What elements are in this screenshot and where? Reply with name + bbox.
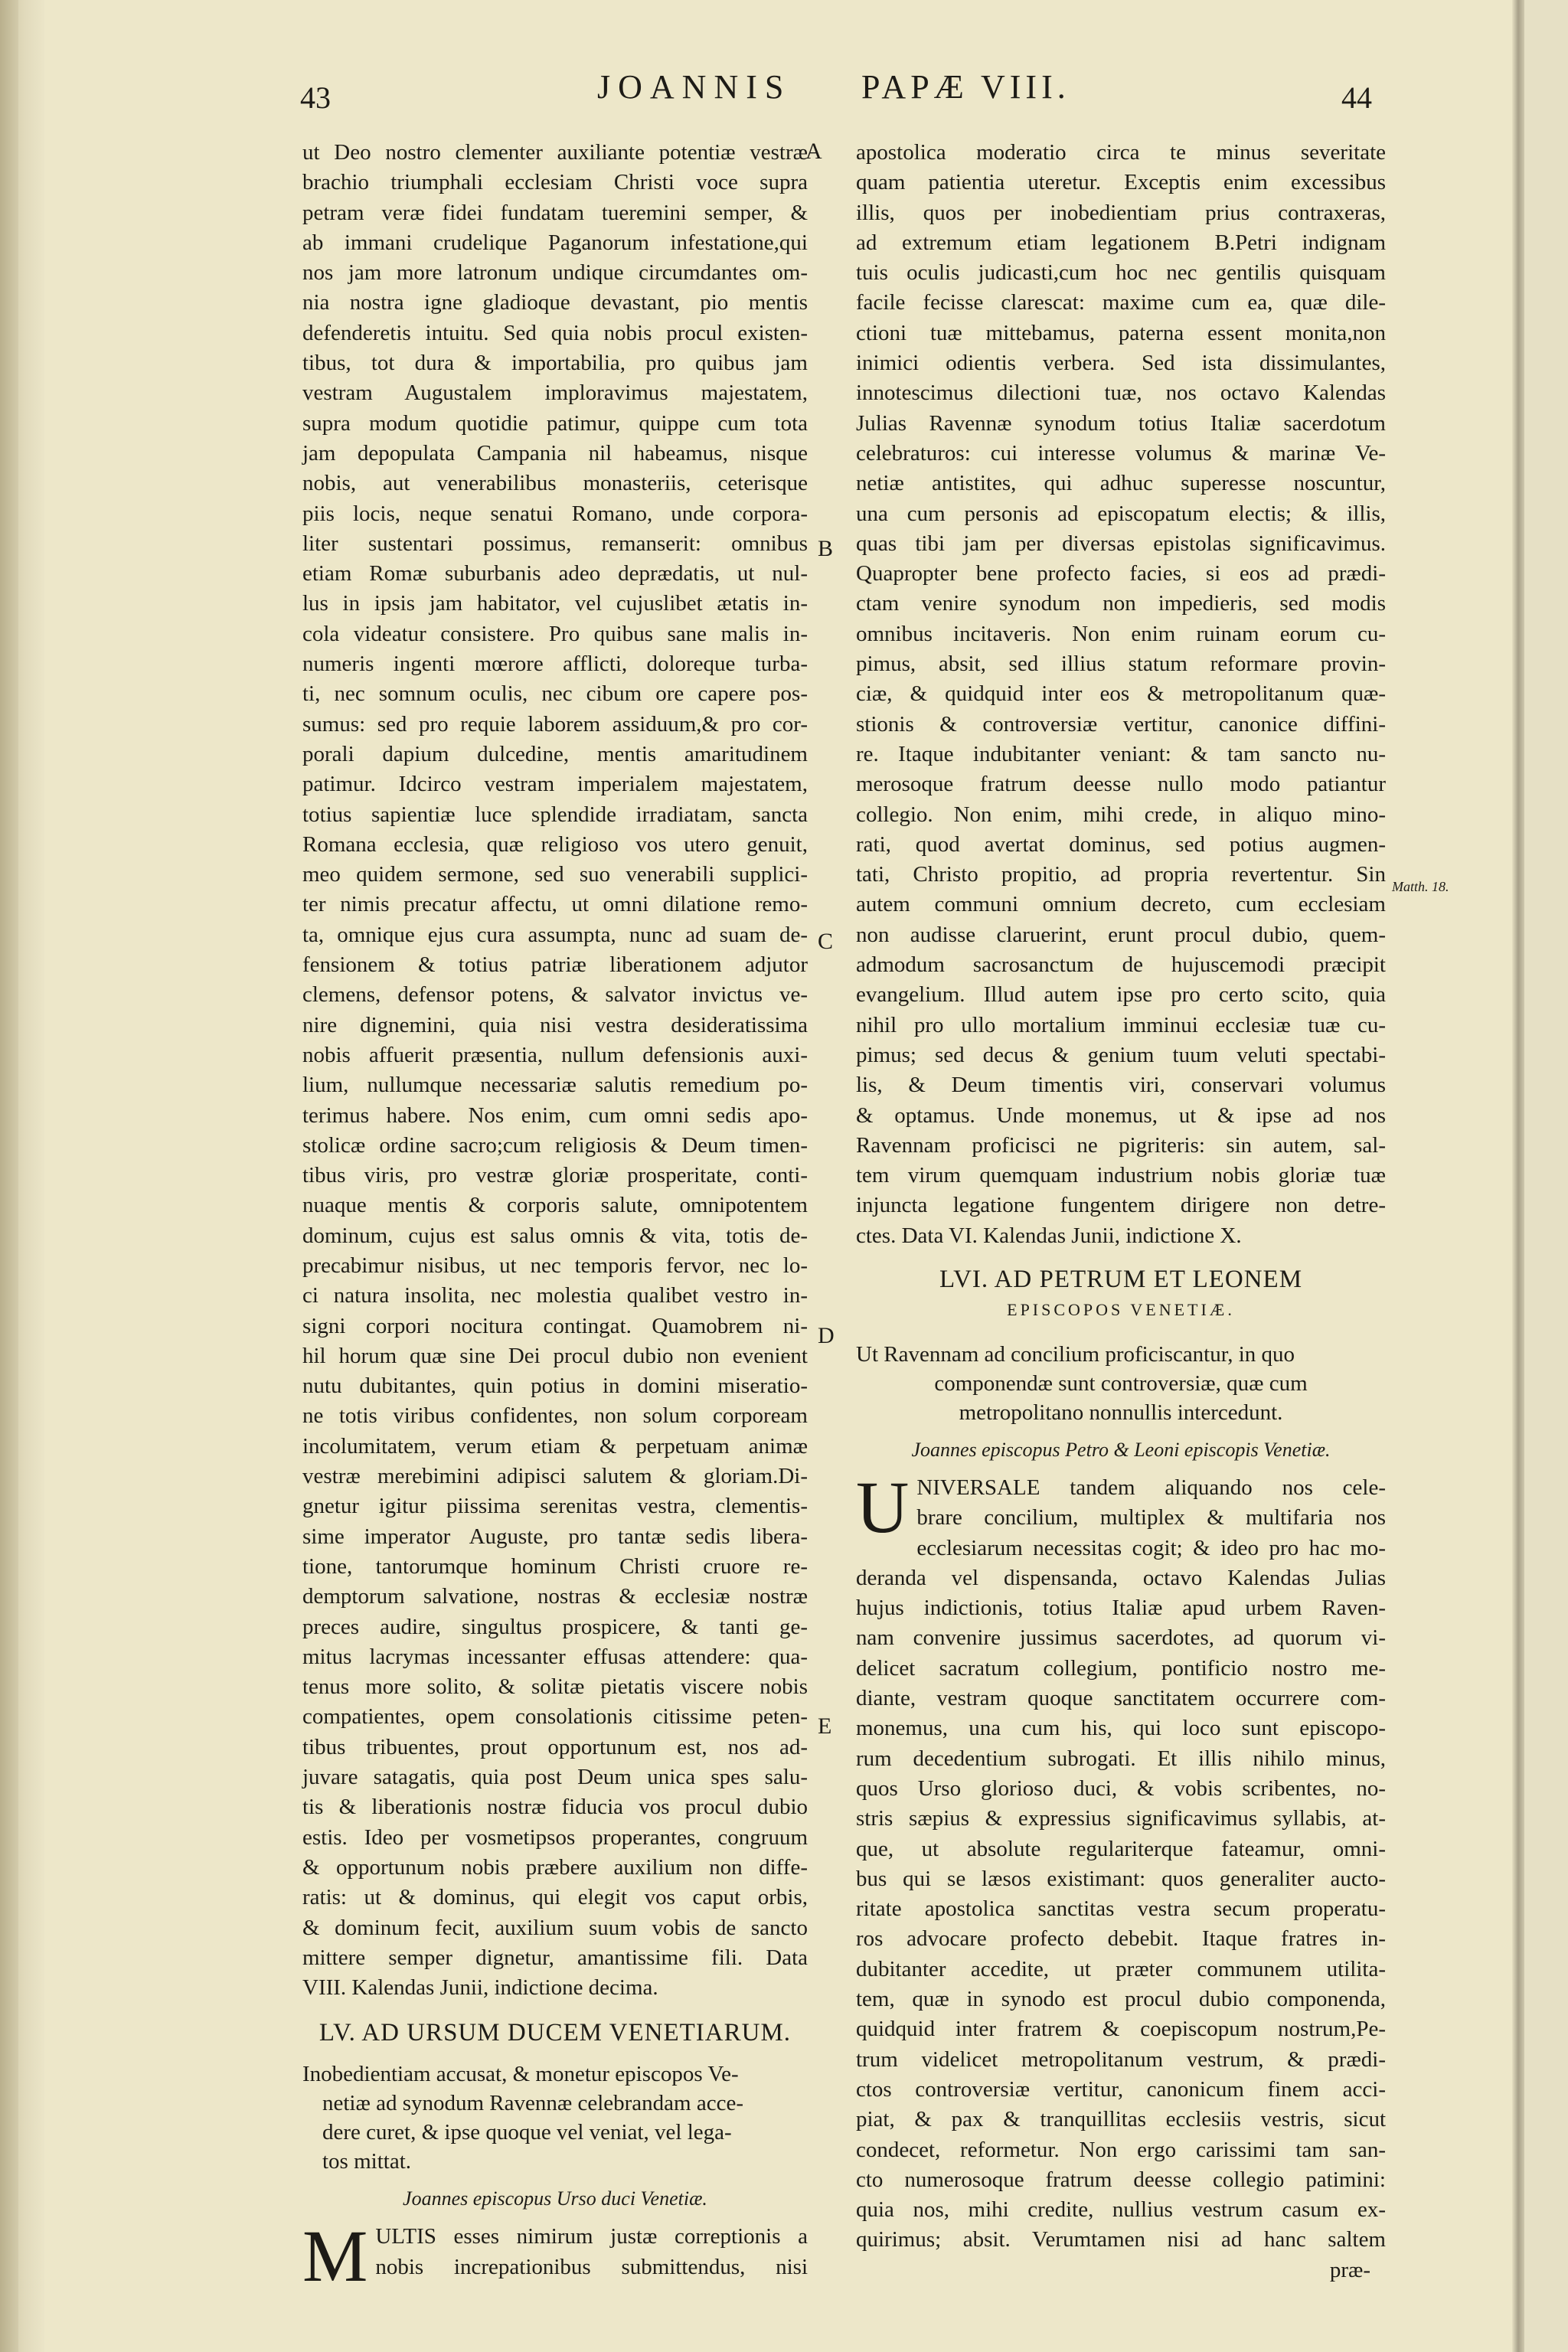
argument-line: dere curet, & ipse quoque vel veniat, vel lega- xyxy=(322,2120,732,2145)
text-line: preces audire, singultus prospicere, & tanti ge- xyxy=(302,1614,808,1639)
text-line: tenus more solito, & solitæ pietatis viscere nobis xyxy=(302,1674,808,1700)
text-line: brare concilium, multiplex & multifaria nos xyxy=(916,1505,1386,1530)
text-line: Julias Ravennæ synodum totius Italiæ sacerdotum xyxy=(856,410,1386,436)
column-marker-c: C xyxy=(818,929,834,954)
text-line: gnetur igitur piissima serenitas vestra, clementis- xyxy=(302,1494,808,1519)
text-line: innotescimus dilectioni tuæ, nos octavo Kalendas xyxy=(856,381,1386,406)
text-line: que, ut absolute regulariterque fateamur, omni- xyxy=(856,1836,1386,1861)
text-line: ritate apostolica sanctitas vestra secum properatu- xyxy=(856,1896,1386,1922)
text-line: & optamus. Unde monemus, ut & ipse ad nos xyxy=(856,1102,1386,1128)
text-line: lus in ipsis jam habitator, vel cujuslibet ætatis in- xyxy=(302,591,808,616)
section-spacer xyxy=(856,1251,1386,1260)
column-marker-a: A xyxy=(805,139,822,164)
text-line: nobis affuerit præsentia, nullum defensionis auxi- xyxy=(302,1042,808,1067)
right-page-number: 44 xyxy=(1341,80,1372,115)
text-line: porali dapium dulcedine, mentis amaritudinem xyxy=(302,741,808,766)
column-marker-b: B xyxy=(818,536,834,561)
text-line: tibus viris, pro vestræ gloriæ prosperitate, conti- xyxy=(302,1163,808,1188)
text-line: ctioni tuæ mittebamus, paterna essent monita,non xyxy=(856,320,1386,345)
argument-line: netiæ ad synodum Ravennæ celebrandam acce- xyxy=(322,2091,743,2116)
text-line: numeris ingenti mœrore afflicti, doloreque turba- xyxy=(302,652,808,677)
text-line: una cum personis ad episcopatum electis; & illis, xyxy=(856,501,1386,526)
text-line: signi corpori nocitura contingat. Quamobrem ni- xyxy=(302,1313,808,1338)
text-line: nam convenire jussimus sacerdotes, ad quorum vi- xyxy=(856,1625,1386,1651)
text-line: ctam venire synodum non impedieris, sed modis xyxy=(856,591,1386,616)
text-line: piat, & pax & tranquillitas ecclesiis vestris, sicut xyxy=(856,2107,1386,2132)
section-spacer xyxy=(302,2052,808,2060)
text-line: & opportunum nobis præbere auxilium non diffe- xyxy=(302,1854,808,1880)
text-line: ros advocare profecto debebit. Itaque fratres in- xyxy=(856,1926,1386,1952)
text-line: pimus; sed decus & genium tuum veluti spectabi- xyxy=(856,1042,1386,1067)
text-line: nire dignemini, quia nisi vestra desideratissima xyxy=(302,1012,808,1037)
text-line: Ravennam proficisci ne pigriteris: sin autem, sal- xyxy=(856,1132,1386,1158)
text-line: ciæ, & quidquid inter eos & metropolitanum quæ- xyxy=(856,681,1386,707)
text-line: ULTIS esses nimirum justæ correptionis a xyxy=(375,2224,808,2249)
text-line: defenderetis intuitu. Sed quia nobis procul existen- xyxy=(302,320,808,345)
text-line: patimur. Idcirco vestram imperialem majestatem, xyxy=(302,772,808,797)
text-line: estis. Ideo per vosmetipsos properantes, congruum xyxy=(302,1824,808,1850)
text-line: monemus, una cum his, qui loco sunt episcopo- xyxy=(856,1716,1386,1741)
text-line: collegio. Non enim, mihi crede, in aliquo mino- xyxy=(856,802,1386,827)
catchword: præ- xyxy=(1329,2257,1370,2282)
text-line: Romana ecclesia, quæ religioso vos utero genuit, xyxy=(302,831,808,857)
running-title-left: JOANNIS xyxy=(597,68,792,106)
text-line: & dominum fecit, auxilium suum vobis de sancto xyxy=(302,1915,808,1940)
text-line: inimici odientis verbera. Sed ista dissimulantes, xyxy=(856,351,1386,376)
argument-line: metropolitano nonnullis intercedunt. xyxy=(959,1400,1283,1425)
text-line: cto numerosoque fratrum deesse collegio patimini: xyxy=(856,2167,1386,2192)
argument-line: tos mittat. xyxy=(322,2149,411,2174)
section-spacer xyxy=(856,1326,1386,1340)
text-line: nobis increpationibus submittendus, nisi xyxy=(375,2254,808,2279)
drop-capital: M xyxy=(302,2215,368,2298)
text-line: hujus indictionis, totius Italiæ apud urbem Raven- xyxy=(856,1596,1386,1621)
text-line: admodum sacrosanctum de hujuscemodi præcipit xyxy=(856,952,1386,978)
margin-note: Matth. 18. xyxy=(1392,879,1449,894)
text-line: stolicæ ordine sacro;cum religiosis & Deum timen- xyxy=(302,1132,808,1158)
text-line: ecclesiarum necessitas cogit; & ideo pro hac mo- xyxy=(916,1535,1386,1560)
text-line: nos jam more latronum undique circumdantes om- xyxy=(302,260,808,286)
text-line: juvare satagatis, quia post Deum unica spes salu- xyxy=(302,1765,808,1790)
text-line: tem virum quemquam industrium nobis gloriæ tuæ xyxy=(856,1163,1386,1188)
argument-line: Inobedientiam accusat, & monetur episcopos Ve- xyxy=(302,2062,739,2087)
text-line: nia nostra igne gladioque devastant, pio mentis xyxy=(302,290,808,315)
text-line: lium, nullumque necessariæ salutis remedium po- xyxy=(302,1073,808,1098)
text-line: lis, & Deum timentis viri, conservari volumus xyxy=(856,1073,1386,1098)
running-title-right: PAPÆ VIII. xyxy=(861,68,1070,106)
text-line: merosoque fratrum deesse nullo modo patiantur xyxy=(856,772,1386,797)
text-line: tem, quæ in synodo est procul dubio componenda, xyxy=(856,1987,1386,2012)
text-line: ctos controversiæ vertitur, canonicum finem acci- xyxy=(856,2076,1386,2102)
text-line: nutu dubitantes, quin potius in domini miseratio- xyxy=(302,1374,808,1399)
text-line: dubitanter accedite, ut præter communem utilita- xyxy=(856,1956,1386,1981)
text-line: supra modum quotidie patimur, quippe cum tota xyxy=(302,410,808,436)
text-line: facile fecisse clarescat: maxime cum ea, quæ dile- xyxy=(856,290,1386,315)
text-line: tuis oculis judicasti,cum hoc nec gentilis quisquam xyxy=(856,260,1386,286)
argument-block xyxy=(302,2060,808,2176)
text-line: evangelium. Illud autem ipse pro certo scito, quia xyxy=(856,982,1386,1008)
text-line: tis & liberationis nostræ fiducia vos procul dubio xyxy=(302,1795,808,1820)
text-line: demptorum salvatione, nostras & ecclesiæ nostræ xyxy=(302,1584,808,1609)
text-line: quam patientia uteretur. Exceptis enim excessibus xyxy=(856,170,1386,195)
salutation: Joannes episcopus Petro & Leoni episcopis Venetiæ. xyxy=(911,1438,1331,1461)
text-line: etiam Romæ suburbanis adeo deprædatis, ut nul- xyxy=(302,561,808,586)
letter-body xyxy=(302,2215,808,2298)
text-line: cola videatur consistere. Pro quibus sane malis in- xyxy=(302,621,808,646)
text-line: vestram Augustalem imploravimus majestatem, xyxy=(302,381,808,406)
column-marker-e: E xyxy=(818,1713,832,1739)
text-line: stionis & controversiæ vertitur, canonice diffini- xyxy=(856,711,1386,737)
text-line: bus qui se læsos existimant: quos generaliter aucto- xyxy=(856,1866,1386,1891)
text-line: ut Deo nostro clementer auxiliante potentiæ vestræ xyxy=(302,140,808,165)
text-line: mittere semper dignetur, amantissime fili. Data xyxy=(302,1945,808,1970)
text-line: injuncta legatione fungentem dirigere non detre- xyxy=(856,1193,1386,1218)
left-page-number: 43 xyxy=(300,80,331,115)
argument-block xyxy=(856,1340,1386,1427)
text-line: NIVERSALE tandem aliquando nos cele- xyxy=(916,1475,1386,1500)
section-heading: LV. AD URSUM DUCEM VENETIARUM. xyxy=(318,2019,792,2047)
text-line: netiæ antistites, qui adhuc superesse noscuntur, xyxy=(856,471,1386,496)
text-line: dominum, cujus est salus omnis & vita, totis de- xyxy=(302,1223,808,1248)
text-line: ctes. Data VI. Kalendas Junii, indictione X. xyxy=(856,1223,1242,1248)
text-line: pimus, absit, sed illius statum reformare provin- xyxy=(856,652,1386,677)
text-line: quia nos, mihi credite, nullius vestrum casum ex- xyxy=(856,2197,1386,2223)
text-line: VIII. Kalendas Junii, indictione decima. xyxy=(302,1975,658,2001)
salutation: Joannes episcopus Urso duci Venetiæ. xyxy=(403,2187,707,2210)
text-line: delicet sacratum collegium, pontificio nostro me- xyxy=(856,1655,1386,1681)
text-line: nihil pro ullo mortalium imminui ecclesiæ tuæ cu- xyxy=(856,1012,1386,1037)
text-line: fensionem & totius patriæ liberationem adjutor xyxy=(302,952,808,978)
left-column xyxy=(302,138,808,2298)
text-line: quas tibi jam per diversas epistolas significavimus. xyxy=(856,531,1386,556)
text-line: tibus tribuentes, prout opportunum est, nos ad- xyxy=(302,1734,808,1759)
column-marker-d: D xyxy=(818,1323,835,1348)
argument-line: Ut Ravennam ad concilium proficiscantur, in quo xyxy=(856,1341,1295,1367)
text-line: ad extremum etiam legationem B.Petri indignam xyxy=(856,230,1386,255)
text-line: terimus habere. Nos enim, cum omni sedis apo- xyxy=(302,1102,808,1128)
text-line: brachio triumphali ecclesiam Christi voce supra xyxy=(302,170,808,195)
drop-capital: U xyxy=(856,1465,910,1548)
text-line: re. Itaque indubitanter veniant: & tam sancto nu- xyxy=(856,741,1386,766)
text-line: precabimur nisibus, ut nec temporis fervor, nec lo- xyxy=(302,1253,808,1278)
text-line: non audisse claruerint, erunt procul dubio, quem- xyxy=(856,922,1386,947)
text-line: petram veræ fidei fundatam tueremini semper, & xyxy=(302,200,808,225)
argument-line: componendæ sunt controversiæ, quæ cum xyxy=(934,1370,1308,1396)
text-line: autem communi omnium decreto, cum ecclesiam xyxy=(856,892,1386,917)
text-line: trum videlicet metropolitanum vestrum, & prædi- xyxy=(856,2047,1386,2072)
text-line: incolumitatem, verum etiam & perpetuam animæ xyxy=(302,1433,808,1459)
text-line: illis, quos per inobedientiam prius contraxeras, xyxy=(856,200,1386,225)
text-line: nobis, aut venerabilibus monasteriis, ceterisque xyxy=(302,471,808,496)
text-line: stris sæpius & expressius significavimus syllabis, at- xyxy=(856,1806,1386,1831)
text-line: ti, nec somnum oculis, nec cibum ore capere pos- xyxy=(302,681,808,707)
text-line: quidquid inter fratrem & coepiscopum nostrum,Pe- xyxy=(856,2017,1386,2042)
text-line: ratis: ut & dominus, qui elegit vos caput orbis, xyxy=(302,1885,808,1910)
text-line: clemens, defensor potens, & salvator invictus ve- xyxy=(302,982,808,1008)
text-line: apostolica moderatio circa te minus severitate xyxy=(856,140,1386,165)
text-line: sime imperator Auguste, pro tantæ sedis libera- xyxy=(302,1524,808,1549)
text-line: deranda vel dispensanda, octavo Kalendas Julias xyxy=(856,1565,1386,1590)
section-heading: LVI. AD PETRUM ET LEONEM xyxy=(939,1265,1303,1293)
text-line: ab immani crudelique Paganorum infestatione,qui xyxy=(302,230,808,255)
text-line: vestræ merebimini adipisci salutem & gloriam.Di- xyxy=(302,1464,808,1489)
text-line: meo quidem sermone, sed suo venerabili supplici- xyxy=(302,862,808,887)
text-line: tibus, tot dura & importabilia, pro quibus jam xyxy=(302,351,808,376)
text-line: mitus lacrymas incessanter effusas attendere: qua- xyxy=(302,1644,808,1669)
section-subheading: EPISCOPOS VENETIÆ. xyxy=(1007,1299,1235,1319)
text-line: Quapropter bene profecto facies, si eos ad prædi- xyxy=(856,561,1386,586)
text-line: sumus: sed pro requie laborem assiduum,& pro cor- xyxy=(302,711,808,737)
text-line: liter sustentari possimus, remanserit: omnibus xyxy=(302,531,808,556)
text-line: ne totis viribus confidentes, non solum corpoream xyxy=(302,1403,808,1429)
text-line: rati, quod avertat dominus, sed potius augmen- xyxy=(856,831,1386,857)
text-line: omnibus incitaveris. Non enim ruinam eorum cu- xyxy=(856,621,1386,646)
text-line: totius sapientiæ luce splendide irradiatam, sancta xyxy=(302,802,808,827)
text-line: ci natura insolita, nec molestia qualibet vestro in- xyxy=(302,1283,808,1308)
text-line: tione, tantorumque hominum Christi cruore re- xyxy=(302,1553,808,1579)
text-line: celebraturos: cui interesse volumus & marinæ Ve- xyxy=(856,440,1386,466)
text-line: quirimus; absit. Verumtamen nisi ad hanc saltem xyxy=(856,2227,1386,2252)
text-line: nuaque mentis & corporis salute, omnipotentem xyxy=(302,1193,808,1218)
text-line: hil horum quæ sine Dei procul dubio non evenient xyxy=(302,1343,808,1368)
text-line: ta, omnique ejus cura assumpta, nunc ad suam de- xyxy=(302,922,808,947)
text-line: ter nimis precatur affectu, ut omni dilatione remo- xyxy=(302,892,808,917)
text-line: jam depopulata Campania nil habeamus, nisque xyxy=(302,440,808,466)
text-line: tati, Christo propitio, ad propria revertentur. Sin xyxy=(856,862,1386,887)
text-line: compatientes, opem consolationis citissime peten- xyxy=(302,1704,808,1730)
right-column xyxy=(856,138,1386,2285)
text-line: diante, vestram quoque sanctitatem occurrere com- xyxy=(856,1686,1386,1711)
text-line: quos Urso glorioso duci, & vobis scribentes, no- xyxy=(856,1775,1386,1801)
text-line: condecet, reformetur. Non ergo carissimi tam san- xyxy=(856,2137,1386,2162)
section-spacer xyxy=(302,2003,808,2014)
text-line: rum decedentium subrogati. Et illis nihilo minus, xyxy=(856,1746,1386,1771)
text-line: piis locis, neque senatui Romano, unde corpora- xyxy=(302,501,808,526)
